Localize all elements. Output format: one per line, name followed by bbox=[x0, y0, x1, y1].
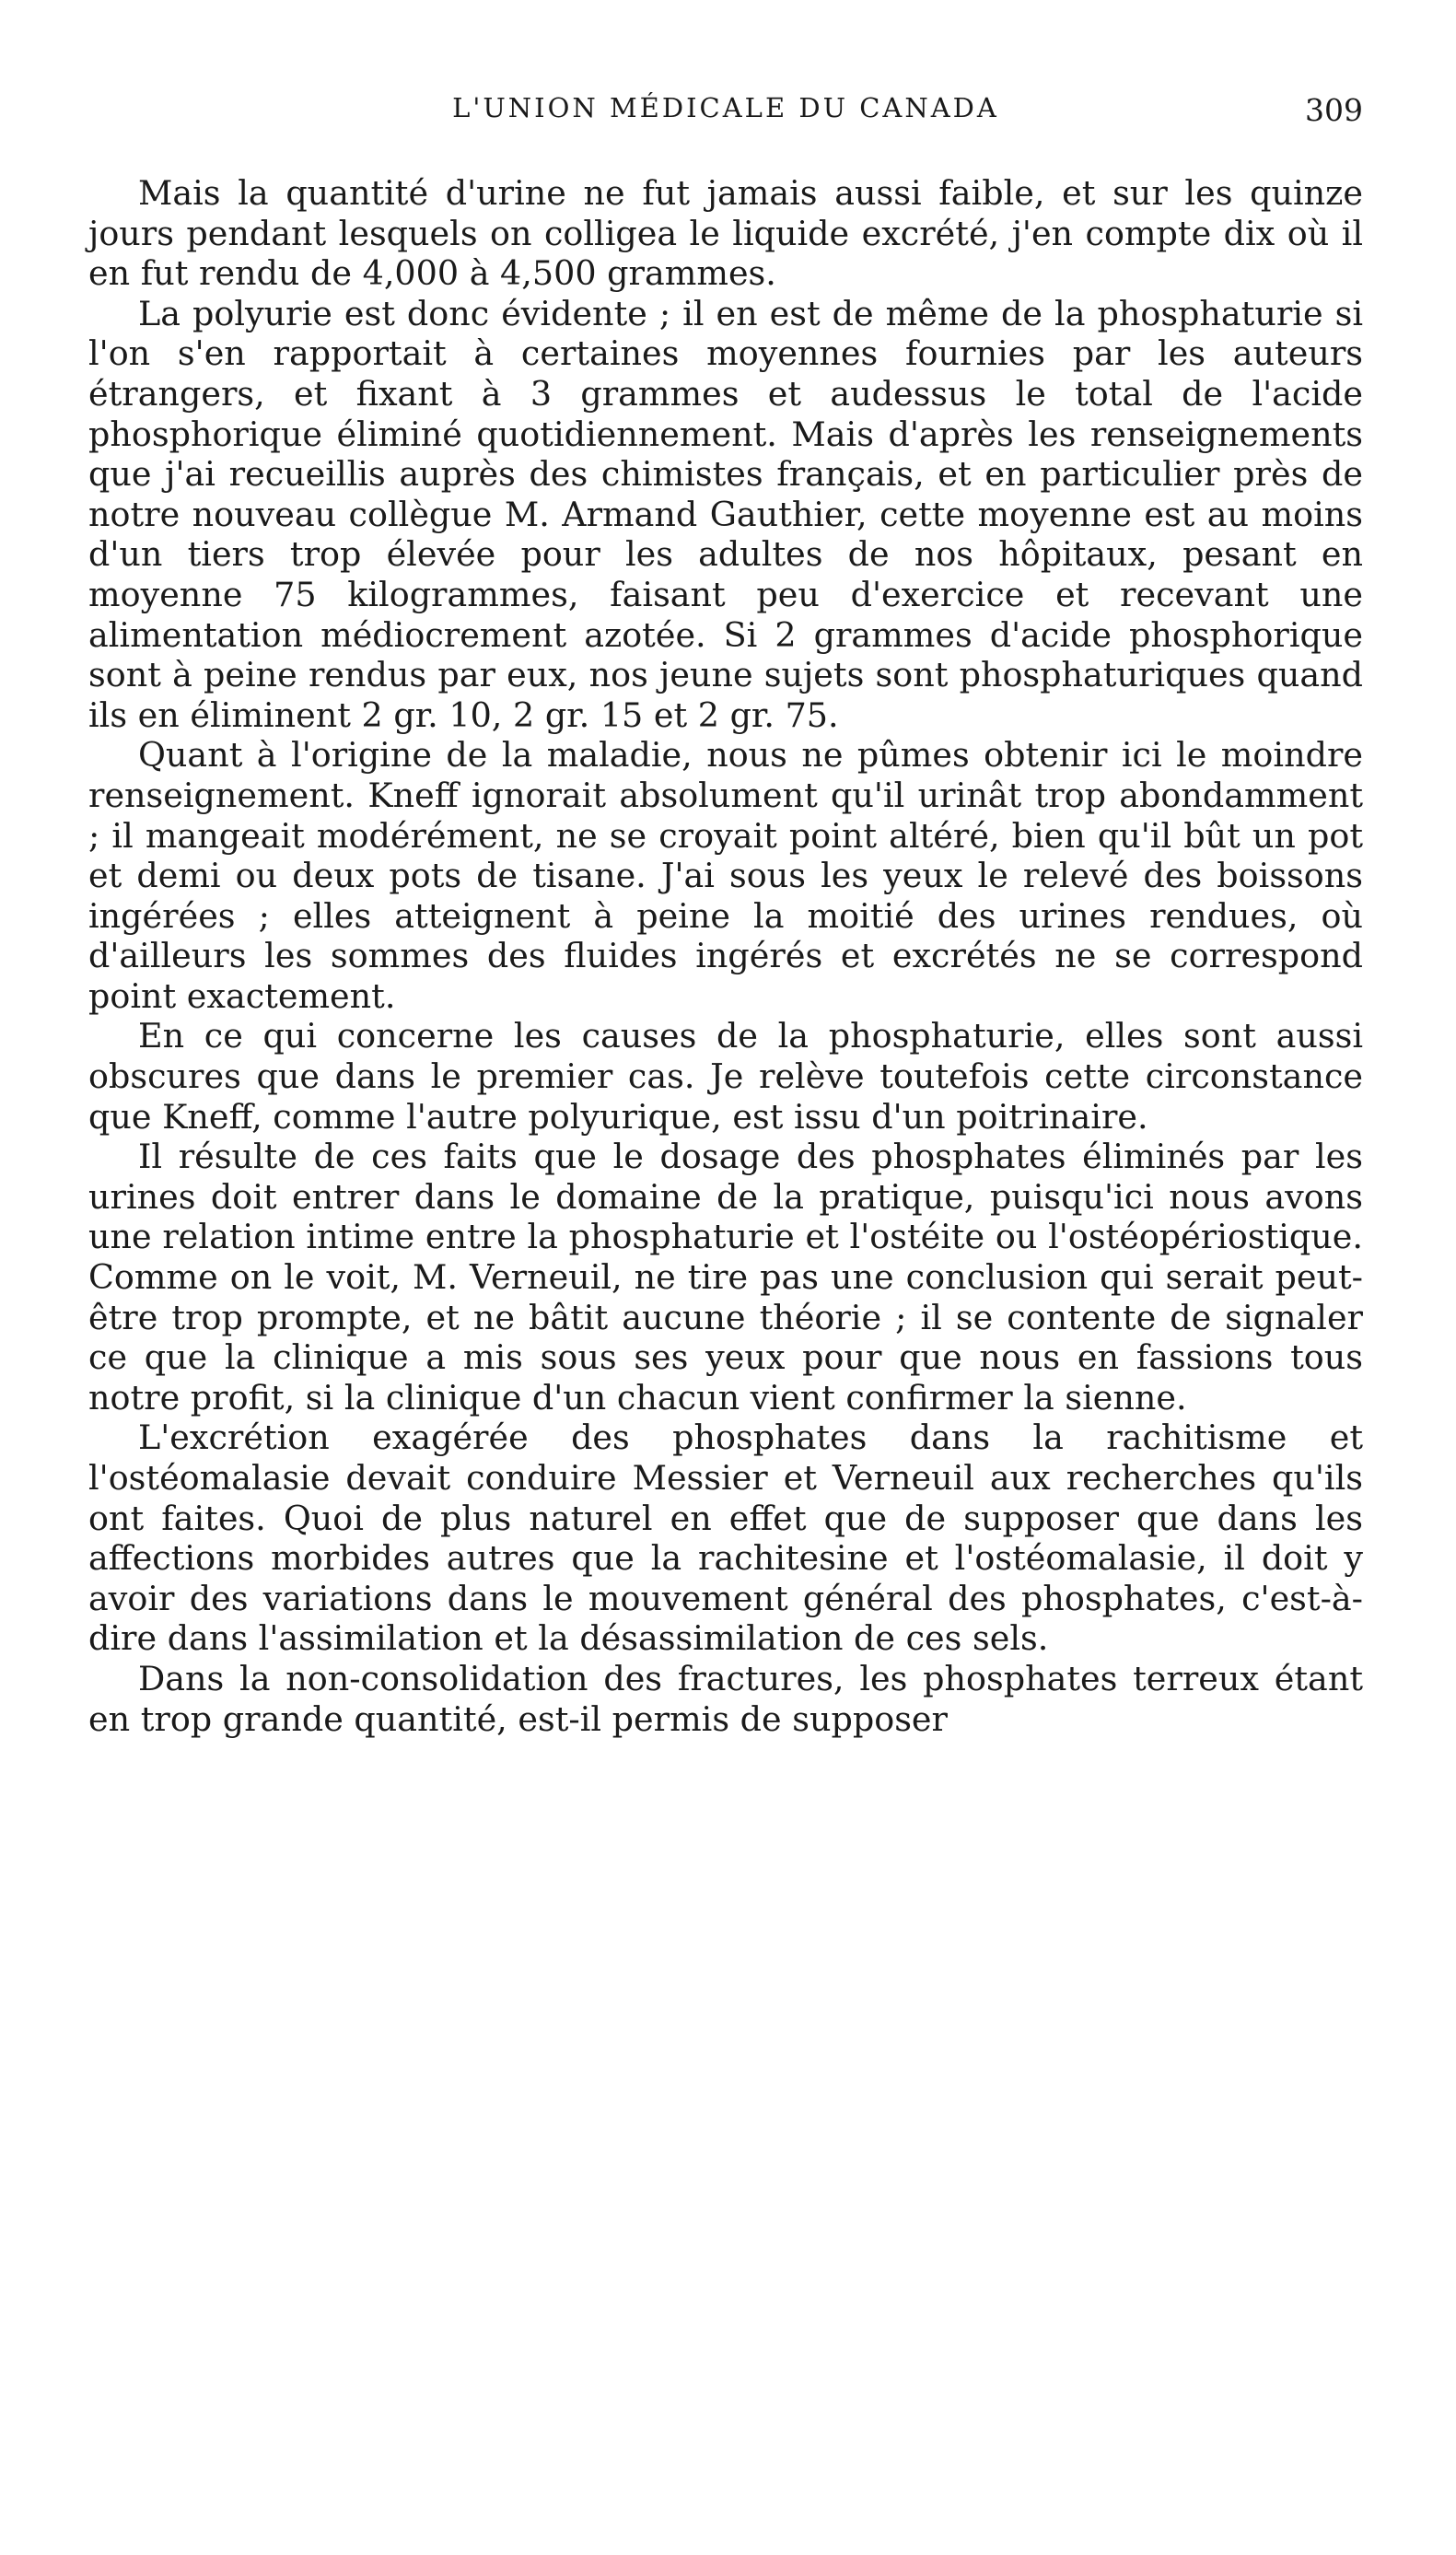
paragraph: Mais la quantité d'urine ne fut jamais aussi faible, et sur les quinze jours pendant lesquels on colligea le liquide excrété, j'en compte dix où il en fut rendu de 4,000 à 4,500 grammes. bbox=[88, 173, 1363, 294]
running-header bbox=[88, 92, 1363, 157]
page-number: 309 bbox=[1305, 92, 1363, 128]
paragraph: Quant à l'origine de la maladie, nous ne pûmes obtenir ici le moindre renseignement. Kneff ignorait absolument qu'il urinât trop abondamment ; il mangeait modérément, ne se croyait point altéré, bien qu'il bût un pot et demi ou deux pots de tisane. J'ai sous les yeux le relevé des boissons ingérées ; elles atteignent à peine la moitié des urines rendues, où d'ailleurs les sommes des fluides ingérés et excrétés ne se correspond point exactement. bbox=[88, 735, 1363, 1016]
paragraph: La polyurie est donc évidente ; il en est de même de la phosphaturie si l'on s'en rapportait à certaines moyennes fournies par les auteurs étrangers, et fixant à 3 grammes et audessus le total de l'acide phosphorique éliminé quotidiennement. Mais d'après les renseignements que j'ai recueillis auprès des chimistes français, et en particulier près de notre nouveau collègue M. Armand Gauthier, cette moyenne est au moins d'un tiers trop élevée pour les adultes de nos hôpitaux, pesant en moyenne 75 kilogrammes, faisant peu d'exercice et recevant une alimentation médiocrement azotée. Si 2 grammes d'acide phosphorique sont à peine rendus par eux, nos jeune sujets sont phosphaturiques quand ils en éliminent 2 gr. 10, 2 gr. 15 et 2 gr. 75. bbox=[88, 293, 1363, 735]
paragraph: Il résulte de ces faits que le dosage des phosphates éliminés par les urines doit entrer dans le domaine de la pratique, puisqu'ici nous avons une relation intime entre la phosphaturie et l'ostéite ou l'ostéopériostique. Comme on le voit, M. Verneuil, ne tire pas une conclusion qui serait peut-être trop prompte, et ne bâtit aucune théorie ; il se contente de signaler ce que la clinique a mis sous ses yeux pour que nous en fassions tous notre profit, si la clinique d'un chacun vient confirmer la sienne. bbox=[88, 1137, 1363, 1418]
journal-page bbox=[88, 92, 1363, 1739]
paragraph: L'excrétion exagérée des phosphates dans la rachitisme et l'ostéomalasie devait conduire Messier et Verneuil aux recherches qu'ils ont faites. Quoi de plus naturel en effet que de supposer que dans les affections morbides autres que la rachitesine et l'ostéomalasie, il doit y avoir des variations dans le mouvement général des phosphates, c'est-à-dire dans l'assimilation et la désassimilation de ces sels. bbox=[88, 1418, 1363, 1659]
paragraph: En ce qui concerne les causes de la phosphaturie, elles sont aussi obscures que dans le premier cas. Je relève toutefois cette circonstance que Kneff, comme l'autre polyurique, est issu d'un poitrinaire. bbox=[88, 1016, 1363, 1137]
running-title: L'UNION MÉDICALE DU CANADA bbox=[452, 92, 999, 123]
paragraph: Dans la non-consolidation des fractures, les phosphates terreux étant en trop grande quantité, est-il permis de supposer bbox=[88, 1658, 1363, 1739]
body-text bbox=[88, 173, 1363, 1739]
